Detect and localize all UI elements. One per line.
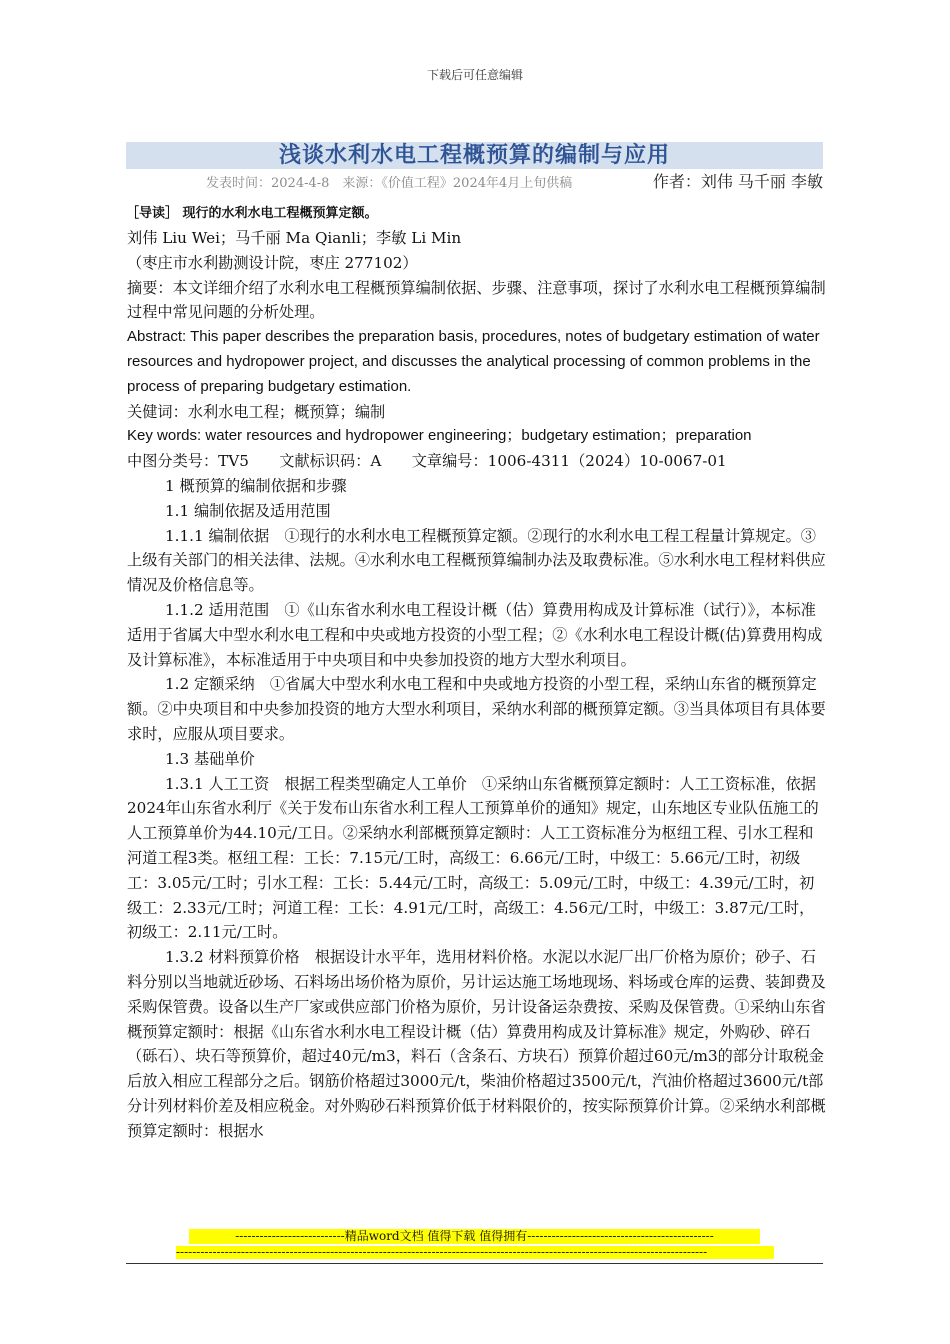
paragraph-1-1-1: 1.1.1 编制依据 ①现行的水利水电工程概预算定额。②现行的水利水电工程工程量计算规定。③上级有关部门的相关法律、法规。④水利水电工程概预算编制办法及取费标准。⑤水利水电工程材料供应情况及价格信息等。 bbox=[127, 526, 826, 595]
abstract-en: Abstract: This paper describes the preparation basis, procedures, notes of budgetary estimation of water resources and hydropower project, and discusses the analytical processing of common problems in the process of preparing budgetary estimation. bbox=[127, 328, 820, 395]
title-bar bbox=[126, 142, 823, 169]
paragraph-1-1-2: 1.1.2 适用范围 ①《山东省水利水电工程设计概（估）算费用构成及计算标准（试行）》，本标准适用于省属大中型水利水电工程和中央或地方投资的小型工程；②《水利水电工程设计概(估)算费用构成及计算标准》，本标准适用于中央项目和中央参加投资的地方大型水利项目。 bbox=[127, 600, 823, 669]
affiliation: （枣庄市水利勘测设计院，枣庄 277102） bbox=[127, 253, 418, 272]
keywords-cn: 关健词：水利水电工程；概预算；编制 bbox=[127, 402, 386, 421]
footer-banner: ---------------------------精品word文档 值得下载 值得拥有---------------------------------------------- bbox=[189, 1229, 760, 1244]
section-heading-1-3: 1.3 基础单价 bbox=[165, 749, 255, 768]
abstract-cn: 摘要：本文详细介绍了水利水电工程概预算编制依据、步骤、注意事项，探讨了水利水电工程概预算编制过程中常见问题的分析处理。 bbox=[127, 278, 826, 322]
footer-dash-line: ----------------------------------------------------------------------------------------------------------------------------------- bbox=[176, 1246, 774, 1259]
article-body bbox=[127, 226, 827, 1143]
section-heading-1: 1 概预算的编制依据和步骤 bbox=[165, 476, 347, 495]
publish-info: 发表时间：2024-4-8 来源：《价值工程》2024年4月上旬供稿 bbox=[206, 176, 573, 191]
paragraph-1-3-2: 1.3.2 材料预算价格 根据设计水平年，选用材料价格。水泥以水泥厂出厂价格为原价；砂子、石料分别以当地就近砂场、石料场出场价格为原价，另计运达施工场地现场、料场或仓库的运费、装卸费及采购保管费。设备以生产厂家或供应部门价格为原价，另计设备运杂费按、采购及保管费。①采纳山东省概预算定额时：根据《山东省水利水电工程设计概（估）算费用构成及计算标准》规定，外购砂、碎石（砾石）、块石等预算价，超过40元/m3，料石（含条石、方块石）预算价超过60元/m3的部分计取税金后放入相应工程部分之后。钢筋价格超过3000元/t，柴油价格超过3500元/t，汽油价格超过3600元/t部分计列材料价差及相应税金。对外购砂石料预算价低于材料限价的，按实际预算价计算。②采纳水利部概预算定额时：根据水 bbox=[127, 948, 826, 1140]
paragraph-1-2: 1.2 定额采纳 ①省属大中型水利水电工程和中央或地方投资的小型工程，采纳山东省的概预算定额。②中央项目和中央参加投资的地方大型水利项目，采纳水利部的概预算定额。③当具体项目有具体要求时，应服从项目要求。 bbox=[127, 675, 826, 743]
header-note: 下载后可任意编辑 bbox=[426, 68, 523, 82]
article-title: 浅谈水利水电工程概预算的编制与应用 bbox=[278, 142, 670, 168]
meta-line bbox=[126, 173, 823, 195]
guide-text: ［导读］ 现行的水利水电工程概预算定额。 bbox=[126, 206, 378, 221]
author-names: 刘伟 Liu Wei；马千丽 Ma Qianli；李敏 Li Min bbox=[127, 229, 462, 247]
paragraph-1-3-1: 1.3.1 人工工资 根据工程类型确定人工单价 ①采纳山东省概预算定额时：人工工资标准，依据2024年山东省水利厅《关于发布山东省水利工程人工预算单价的通知》规定，山东地区专业队伍施工的人工预算单价为44.10元/工日。②采纳水利部概预算定额时：人工工资标准分为枢纽工程、引水工程和河道工程3类。枢纽工程：工长：7.15元/工时，高级工：6.66元/工时，中级工：5.66元/工时，初级工：3.05元/工时；引水工程：工长：5.44元/工时，高级工：5.09元/工时，中级工：4.39元/工时，初级工：2.33元/工时；河道工程：工长：4.91元/工时，高级工：4.56元/工时，中级工：3.87元/工时，初级工：2.11元/工时。 bbox=[127, 774, 819, 942]
authors: 作者：刘伟 马千丽 李敏 bbox=[652, 172, 823, 191]
section-heading-1-1: 1.1 编制依据及适用范围 bbox=[165, 501, 331, 520]
footer-divider bbox=[126, 1263, 823, 1264]
keywords-en: Key words: water resources and hydropower engineering；budgetary estimation；preparation bbox=[127, 427, 752, 445]
classification: 中图分类号：TV5 文献标识码：A 文章编号：1006-4311（2024）10-0067-01 bbox=[127, 452, 727, 471]
